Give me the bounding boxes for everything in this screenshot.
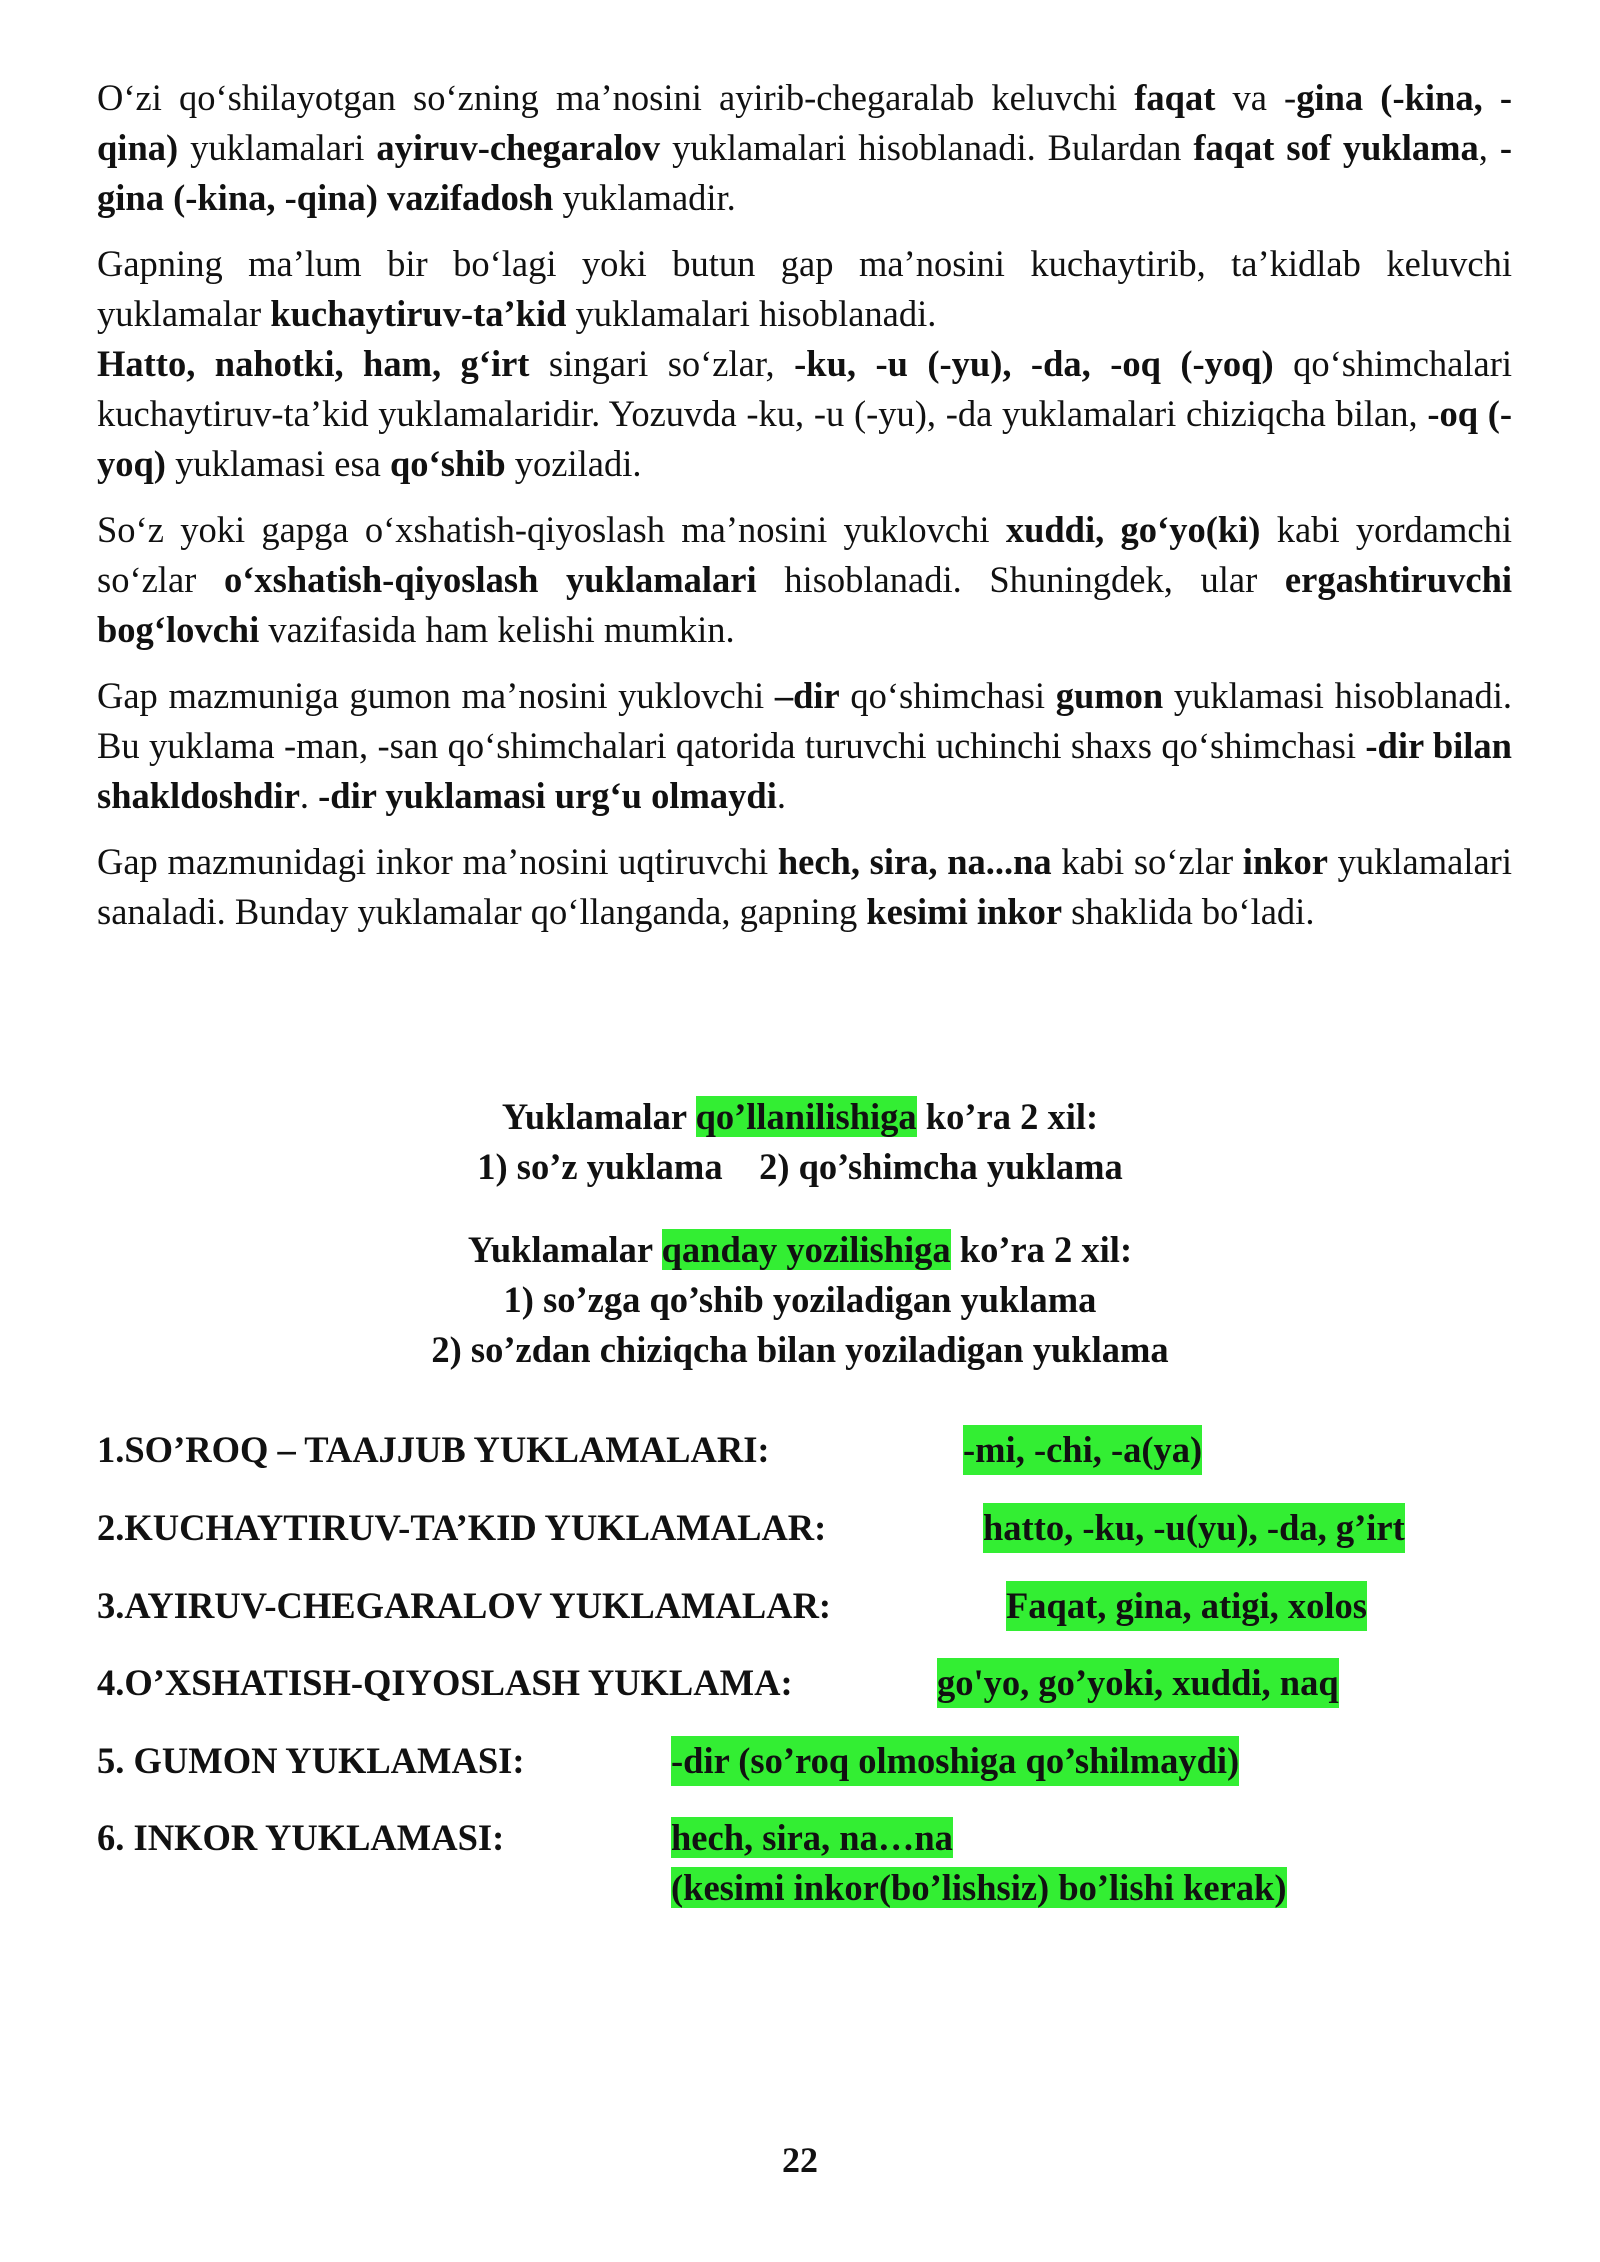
bold-term: inkor <box>1242 841 1328 882</box>
text-run: vazifasida ham kelishi mumkin. <box>259 609 735 650</box>
bold-term: xuddi, go‘yo(ki) <box>1005 509 1261 550</box>
classification-usage-types: 1) so’z yuklama 2) qo’shimcha yuklama <box>477 1146 1123 1187</box>
type-row-inkor <box>97 1813 1287 1908</box>
bold-term: kesimi inkor <box>866 891 1063 932</box>
classification-writing-type-2: 2) so’zdan chiziqcha bilan yoziladigan yuklama <box>431 1329 1169 1370</box>
bold-term: o‘xshatish-qiyoslash yuklamalari <box>223 559 757 600</box>
text-run: yoziladi. <box>505 443 642 484</box>
text-run: Gap mazmuniga gumon ma’nosini yuklovchi <box>97 675 775 716</box>
text-run: qo‘shimchalari kuchaytiruv-ta’kid yuklamalaridir. Yozuvda -ku, -u (-yu), -da yuklamalari chiziqcha bilan, <box>97 343 1512 434</box>
type-value: -mi, -chi, -a(ya) <box>963 1425 1202 1475</box>
type-row-oxshatish <box>97 1658 1339 1708</box>
text-run: . <box>299 775 319 816</box>
paragraph-ayiruv <box>97 73 1512 223</box>
text-run: qo‘shimchasi <box>839 675 1056 716</box>
text-run: , <box>1478 127 1500 168</box>
bold-term: -ku, -u (-yu), -da, -oq (-yoq) <box>794 343 1274 384</box>
text-run: yuklamalari hisoblanadi. <box>566 293 937 334</box>
text-run: yuklamasi hisoblanadi. Bu yuklama -man, -san qo‘shimchalari qatorida turuvchi uchinchi shaxs qo‘shimchasi <box>97 675 1512 766</box>
bold-term: ayiruv-chegaralov <box>376 127 661 168</box>
classification-writing-type-1: 1) so’zga qo’shib yoziladigan yuklama <box>503 1279 1097 1320</box>
text-run: yuklamalari <box>178 127 377 168</box>
text-run: So‘z yoki gapga o‘xshatish-qiyoslash ma’nosini yuklovchi <box>97 509 1006 550</box>
text-run: hisoblanadi. Shuningdek, ular <box>756 559 1285 600</box>
type-value-note: (kesimi inkor(bo’lishsiz) bo’lishi kerak) <box>671 1867 1287 1908</box>
bold-term: -dir bilan shakldoshdir <box>97 725 1512 816</box>
paragraph-gumon <box>97 671 1512 821</box>
type-row-ayiruv <box>97 1581 1367 1631</box>
classification-usage <box>0 1092 1600 1192</box>
text-run: yuklamadir. <box>553 177 736 218</box>
type-row-soroq <box>97 1425 1203 1475</box>
bold-term: -gina (-kina, -qina) vazifadosh <box>97 127 1512 218</box>
type-value-group <box>671 1813 1287 1913</box>
type-label: 3.AYIRUV-CHEGARALOV YUKLAMALAR: <box>97 1585 832 1626</box>
bold-term: hech, sira, na...na <box>777 841 1052 882</box>
bold-term: qo‘shib <box>389 443 506 484</box>
highlight-writing: qanday yozilishiga <box>661 1229 951 1270</box>
bold-term: -dir yuklamasi urg‘u olmaydi <box>318 775 777 816</box>
highlight-usage: qo’llanilishiga <box>695 1096 917 1137</box>
type-value: hech, sira, na…na <box>671 1817 953 1858</box>
paragraph-inkor <box>97 837 1512 937</box>
classification-writing <box>0 1225 1600 1375</box>
type-value: hatto, -ku, -u(yu), -da, g’irt <box>983 1503 1405 1553</box>
paragraph-kuchaytiruv <box>97 239 1512 489</box>
type-value: Faqat, gina, atigi, xolos <box>1006 1581 1367 1631</box>
bold-term: kuchaytiruv-ta’kid <box>270 293 567 334</box>
text-run: yuklamasi esa <box>165 443 390 484</box>
classification-usage-heading: Yuklamalar qo’llanilishiga ko’ra 2 xil: <box>501 1096 1099 1137</box>
bold-term: Hatto, nahotki, ham, g‘irt <box>97 343 530 384</box>
bold-term: gumon <box>1055 675 1164 716</box>
bold-term: faqat sof yuklama <box>1193 127 1479 168</box>
text-run: kabi so‘zlar <box>1051 841 1243 882</box>
text-run: singari so‘zlar, <box>529 343 795 384</box>
type-label: 2.KUCHAYTIRUV-TA’KID YUKLAMALAR: <box>97 1507 827 1548</box>
text-run: va - <box>1215 77 1297 118</box>
type-label: 4.O’XSHATISH-QIYOSLASH YUKLAMA: <box>97 1662 793 1703</box>
type-value: go'yo, go’yoki, xuddi, naq <box>937 1658 1339 1708</box>
type-value: -dir (so’roq olmoshiga qo’shilmaydi) <box>671 1736 1239 1786</box>
type-row-gumon <box>97 1736 1240 1786</box>
bold-term: –dir <box>774 675 840 716</box>
bold-term: faqat <box>1134 77 1216 118</box>
text-run: Gapning ma’lum bir bo‘lagi yoki butun gap ma’nosini kuchaytirib, ta’kidlab keluvchi yuklamalar <box>97 243 1512 334</box>
text-run: yuklamalari hisoblanadi. Bulardan <box>660 127 1194 168</box>
page-number: 22 <box>782 2140 818 2180</box>
type-label: 1.SO’ROQ – TAAJJUB YUKLAMALARI: <box>97 1429 770 1470</box>
text-run: Gap mazmunidagi inkor ma’nosini uqtiruvchi <box>97 841 778 882</box>
type-label: 6. INKOR YUKLAMASI: <box>97 1817 505 1858</box>
classification-writing-heading: Yuklamalar qanday yozilishiga ko’ra 2 xil: <box>467 1229 1133 1270</box>
bold-term: gina (-kina, -qina) <box>97 77 1512 168</box>
bold-term: -oq (-yoq) <box>97 393 1513 484</box>
paragraph-oxshatish <box>97 505 1512 655</box>
type-row-kuchaytiruv <box>97 1503 1405 1553</box>
text-run: kabi yordamchi so‘zlar <box>97 509 1512 600</box>
text-run: . <box>776 775 786 816</box>
text-run: yuklamalari sanaladi. Bunday yuklamalar qo‘llanganda, gapning <box>97 841 1512 932</box>
text-run: shaklida bo‘ladi. <box>1062 891 1315 932</box>
bold-term: ergashtiruvchi bog‘lovchi <box>97 559 1513 650</box>
body-text <box>97 73 1512 937</box>
type-label: 5. GUMON YUKLAMASI: <box>97 1740 525 1781</box>
text-run: O‘zi qo‘shilayotgan so‘zning ma’nosini ayirib-chegaralab keluvchi <box>97 77 1135 118</box>
